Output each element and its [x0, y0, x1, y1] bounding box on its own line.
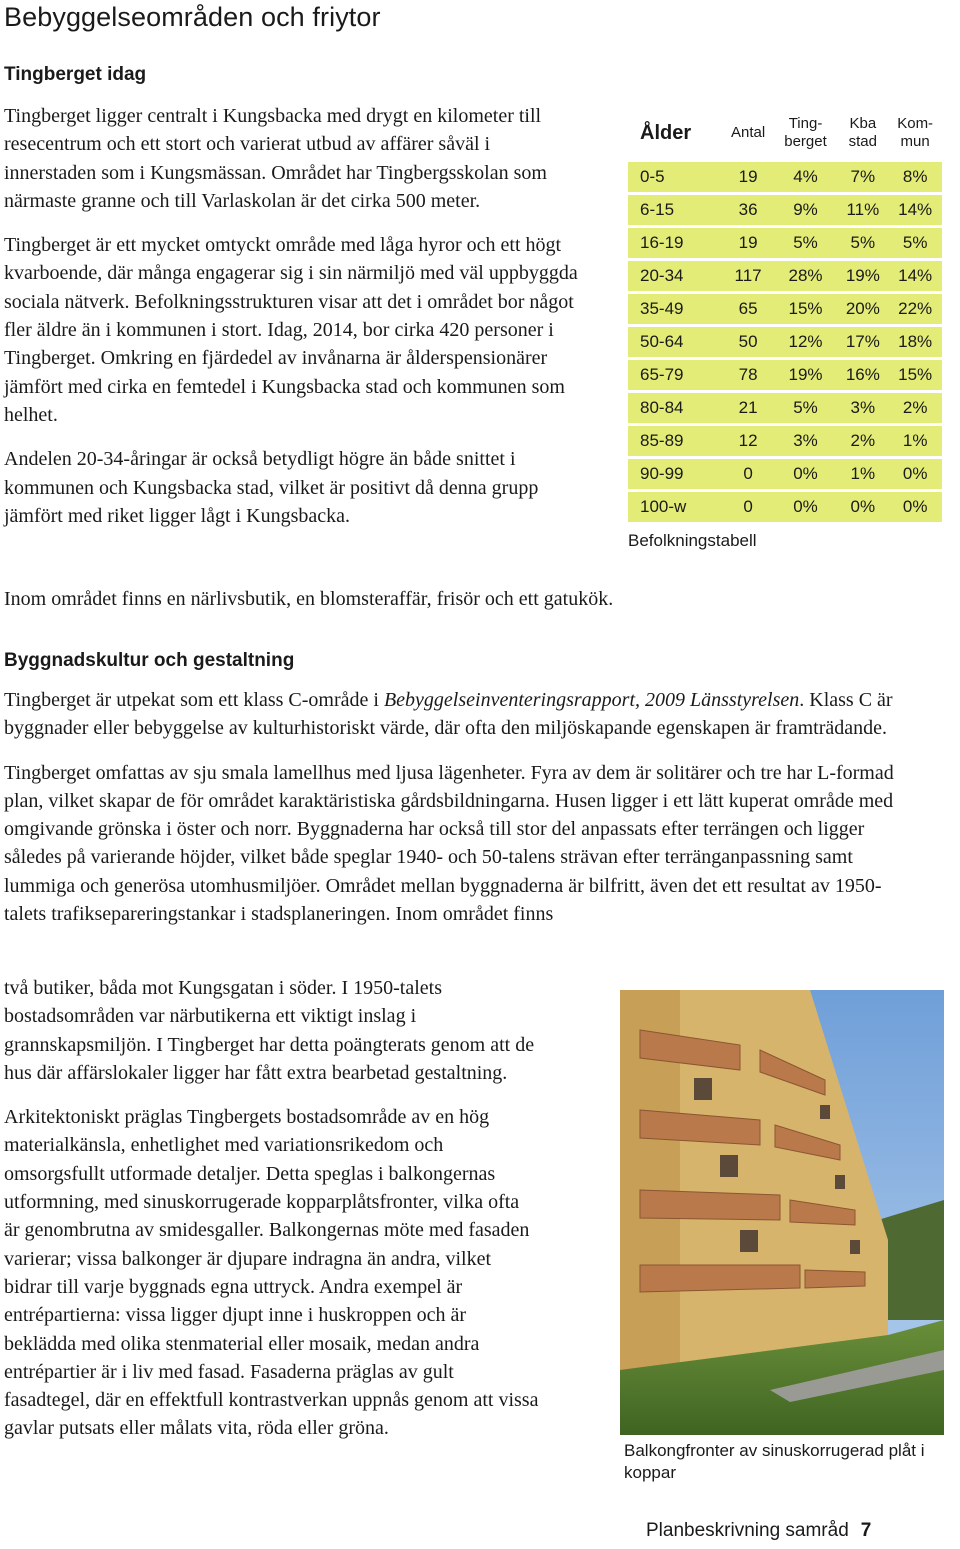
table-cell: 0 [722, 492, 773, 523]
table-row [628, 228, 942, 259]
paragraph-architecture: Arkitektoniskt präglas Tingbergets bostadsområde av en hög materialkänsla, enhetlighet med variationsrikedom och omsorgsfullt utformade detaljer. Detta speglas i balkongernas utformning, med sinuskorrugerade kopparplåtsfronter, vilka ofta är genombrutna av smidesgaller. Balkongernas möte med fasaden varierar; vissa balkonger är djupare indragna än andra, vilket bidrar till varje byggnads egna uttryck. Andra exempel är entrépartierna: vissa ligger djupt inne i huskroppen och är beklädda med olika stenmaterial eller mosaik, medan andra entrépartier är i liv med fasad. Fasaderna präglas av gult fasadtegel, där en effektfull kontrastverkan uppnås genom att vissa gavlar putsats eller målats vita, röda eller gröna. [4, 1106, 539, 1440]
table-row [628, 162, 942, 193]
page-number: 7 [860, 1520, 872, 1541]
table-cell: 9% [774, 195, 838, 226]
header-kommun: Kom- mun [888, 106, 942, 160]
photo-caption: Balkongfronter av sinuskorrugerad plåt i koppar [624, 1441, 925, 1482]
table-cell: 19 [722, 228, 773, 259]
table-cell: 4% [774, 162, 838, 193]
table-cell: 2% [888, 393, 942, 424]
table-cell: 15% [888, 360, 942, 391]
paragraph-classification [4, 686, 894, 743]
table-cell: 36 [722, 195, 773, 226]
table-row [628, 261, 942, 292]
paragraph-shops-history: två butiker, båda mot Kungsgatan i söder. I 1950-talets bostadsområden var närbutikerna ett viktigt inslag i grannskapsmiljön. I Tingberget har detta poängterats genom att de hus där affärslokaler ligger har fått extra bearbetad gestaltning. [4, 977, 535, 1084]
table-row [628, 327, 942, 358]
header-kba-stad: Kba stad [837, 106, 888, 160]
table-cell: 14% [888, 261, 942, 292]
table-row [628, 393, 942, 424]
table-cell: 117 [722, 261, 773, 292]
footer-label: Planbeskrivning samråd [646, 1520, 849, 1541]
table-cell: 90-99 [628, 459, 722, 490]
population-table-container [628, 104, 942, 551]
table-cell: 0 [722, 459, 773, 490]
page-title: Bebyggelseområden och friytor [4, 2, 381, 32]
table-cell: 12% [774, 327, 838, 358]
table-cell: 0% [774, 459, 838, 490]
table-cell: 100-w [628, 492, 722, 523]
table-cell: 0-5 [628, 162, 722, 193]
header-age: Ålder [628, 106, 722, 160]
classification-text-end: . Klass C är byggnader eller bebyggelse av kulturhistoriskt värde, där ofta den miljöskapande egenskapen är framträdande. [4, 689, 893, 740]
table-cell: 18% [888, 327, 942, 358]
table-cell: 19% [837, 261, 888, 292]
table-cell: 19% [774, 360, 838, 391]
table-cell: 7% [837, 162, 888, 193]
table-cell: 16-19 [628, 228, 722, 259]
table-cell: 8% [888, 162, 942, 193]
section1-text [4, 102, 582, 546]
table-cell: 80-84 [628, 393, 722, 424]
table-cell: 16% [837, 360, 888, 391]
page-footer [646, 1520, 871, 1542]
table-cell: 78 [722, 360, 773, 391]
table-body [628, 162, 942, 523]
table-cell: 15% [774, 294, 838, 325]
paragraph-location: Tingberget ligger centralt i Kungsbacka med drygt en kilometer till resecentrum och ett stort och varierat utbud av affärer såväl i innerstaden som i Kungsmässan. Området har Tingbergsskolan som närmaste granne och till Varlaskolan är det cirka 500 meter. [4, 105, 547, 212]
population-table [628, 104, 942, 525]
table-cell: 17% [837, 327, 888, 358]
building-photo-illustration [620, 990, 944, 1435]
section-heading-tingberget-idag: Tingberget idag [4, 64, 147, 85]
building-photo [620, 990, 944, 1435]
section2-text [4, 686, 894, 928]
table-row [628, 294, 942, 325]
table-cell: 2% [837, 426, 888, 457]
table-cell: 1% [888, 426, 942, 457]
section2-text-narrow [4, 974, 539, 1459]
table-cell: 3% [837, 393, 888, 424]
table-cell: 3% [774, 426, 838, 457]
table-cell: 11% [837, 195, 888, 226]
table-cell: 22% [888, 294, 942, 325]
table-cell: 35-49 [628, 294, 722, 325]
table-cell: 5% [774, 393, 838, 424]
table-cell: 20-34 [628, 261, 722, 292]
table-cell: 19 [722, 162, 773, 193]
paragraph-population: Tingberget är ett mycket omtyckt område med låga hyror och ett högt kvarboende, där många engagerar sig i sin närmiljö med väl uppbyggda sociala nätverk. Befolkningsstrukturen visar att det i området bor något fler äldre än i kommunen i stort. Idag, 2014, bor cirka 420 personer i Tingberget. Omkring en fjärdedel av invånarna är ålderspensionärer jämfört med cirka en femtedel i Kungsbacka stad och kommunen som helhet. [4, 234, 578, 426]
table-header-row [628, 106, 942, 160]
table-cell: 85-89 [628, 426, 722, 457]
table-cell: 14% [888, 195, 942, 226]
table-cell: 20% [837, 294, 888, 325]
table-cell: 0% [774, 492, 838, 523]
report-reference: Bebyggelseinventeringsrapport, 2009 Länsstyrelsen [383, 689, 800, 711]
table-cell: 1% [837, 459, 888, 490]
table-row [628, 459, 942, 490]
table-cell: 65-79 [628, 360, 722, 391]
table-cell: 0% [837, 492, 888, 523]
table-cell: 50-64 [628, 327, 722, 358]
section-heading-byggnadskultur: Byggnadskultur och gestaltning [4, 650, 295, 671]
table-cell: 0% [888, 492, 942, 523]
table-cell: 12 [722, 426, 773, 457]
table-cell: 6-15 [628, 195, 722, 226]
header-count: Antal [722, 106, 773, 160]
table-cell: 28% [774, 261, 838, 292]
table-cell: 0% [888, 459, 942, 490]
table-cell: 21 [722, 393, 773, 424]
header-tingberget: Ting- berget [774, 106, 838, 160]
table-row [628, 492, 942, 523]
table-row [628, 426, 942, 457]
paragraph-buildings: Tingberget omfattas av sju smala lamellhus med ljusa lägenheter. Fyra av dem är solitärer och tre har L-formad plan, vilket skapar de för området karaktäristiska gårdsbildningarna. Husen ligger i ett lätt kuperat område med omgivande grönska i öster och norr. Byggnaderna har också till stor del anpassats efter terrängen och ligger således på varierande höjder, vilket både speglar 1940- och 50-talens strävan efter terränganpassning samt lummiga och generösa utomhusmiljöer. Området mellan byggnaderna är bilfritt, även det ett resultat av 1950-talets trafiksepareringstankar i stadsplaneringen. Inom området finns [4, 761, 894, 926]
table-cell: 50 [722, 327, 773, 358]
table-cell: 65 [722, 294, 773, 325]
table-cell: 5% [837, 228, 888, 259]
paragraph-shops: Inom området finns en närlivsbutik, en blomsteraffär, frisör och ett gatukök. [4, 588, 614, 610]
table-cell: 5% [888, 228, 942, 259]
table-row [628, 195, 942, 226]
table-row [628, 360, 942, 391]
paragraph-age-group: Andelen 20-34-åringar är också betydligt högre än både snittet i kommunen och Kungsbacka stad, vilket är positivt då denna grupp jämfört med riket ligger lågt i Kungsbacka. [4, 448, 539, 527]
table-cell: 5% [774, 228, 838, 259]
classification-text-start: Tingberget är utpekat som ett klass C-område i [4, 689, 384, 711]
table-caption: Befolkningstabell [628, 531, 757, 550]
